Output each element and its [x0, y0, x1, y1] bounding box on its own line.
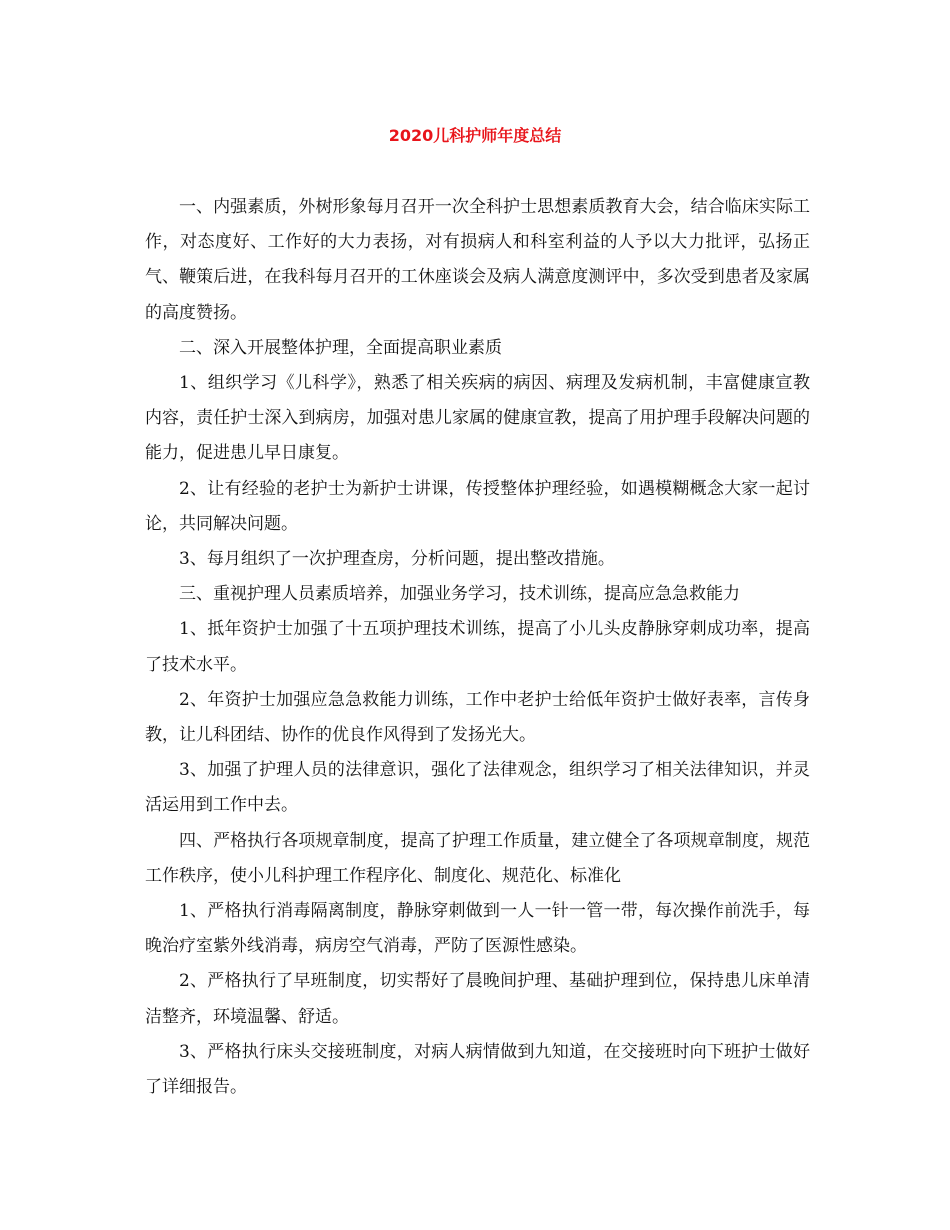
paragraph: 一、内强素质，外树形象每月召开一次全科护士思想素质教育大会，结合临床实际工作，对态度好、工作好的大力表扬，对有损病人和科室利益的人予以大力批评，弘扬正气、鞭策后进，在我科每月召开的工休座谈会及病人满意度测评中，多次受到患者及家属的高度赞扬。 [145, 197, 810, 323]
paragraph: 1、组织学习《儿科学》，熟悉了相关疾病的病因、病理及发病机制，丰富健康宣教内容，责任护士深入到病房，加强对患儿家属的健康宣教，提高了用护理手段解决问题的能力，促进患儿早日康复。 [145, 373, 810, 464]
paragraph: 1、严格执行消毒隔离制度，静脉穿刺做到一人一针一管一带，每次操作前洗手，每晚治疗室紫外线消毒，病房空气消毒，严防了医源性感染。 [145, 901, 810, 957]
paragraph: 3、每月组织了一次护理查房，分析问题，提出整改措施。 [179, 549, 615, 570]
document-body [145, 190, 810, 1105]
paragraph: 2、严格执行了早班制度，切实帮好了晨晚间护理、基础护理到位，保持患儿床单清洁整齐，环境温馨、舒适。 [145, 971, 810, 1027]
paragraph: 3、严格执行床头交接班制度，对病人病情做到九知道，在交接班时向下班护士做好了详细报告。 [145, 1041, 810, 1098]
paragraph: 3、加强了护理人员的法律意识，强化了法律观念，组织学习了相关法律知识，并灵活运用到工作中去。 [145, 760, 810, 816]
paragraph: 1、抵年资护士加强了十五项护理技术训练，提高了小儿头皮静脉穿刺成功率，提高了技术水平。 [145, 619, 810, 675]
paragraph: 2、让有经验的老护士为新护士讲课，传授整体护理经验，如遇模糊概念大家一起讨论，共同解决问题。 [145, 478, 810, 534]
paragraph: 三、重视护理人员素质培养，加强业务学习，技术训练，提高应急急救能力 [179, 584, 740, 605]
document-title: 2020儿科护师年度总结 [388, 126, 562, 145]
paragraph: 二、深入开展整体护理，全面提高职业素质 [179, 337, 502, 358]
paragraph: 四、严格执行各项规章制度，提高了护理工作质量，建立健全了各项规章制度，规范工作秩序，使小儿科护理工作程序化、制度化、规范化、标准化 [145, 830, 810, 886]
paragraph: 2、年资护士加强应急急救能力训练，工作中老护士给低年资护士做好表率，言传身教，让儿科团结、协作的优良作风得到了发扬光大。 [145, 689, 810, 746]
